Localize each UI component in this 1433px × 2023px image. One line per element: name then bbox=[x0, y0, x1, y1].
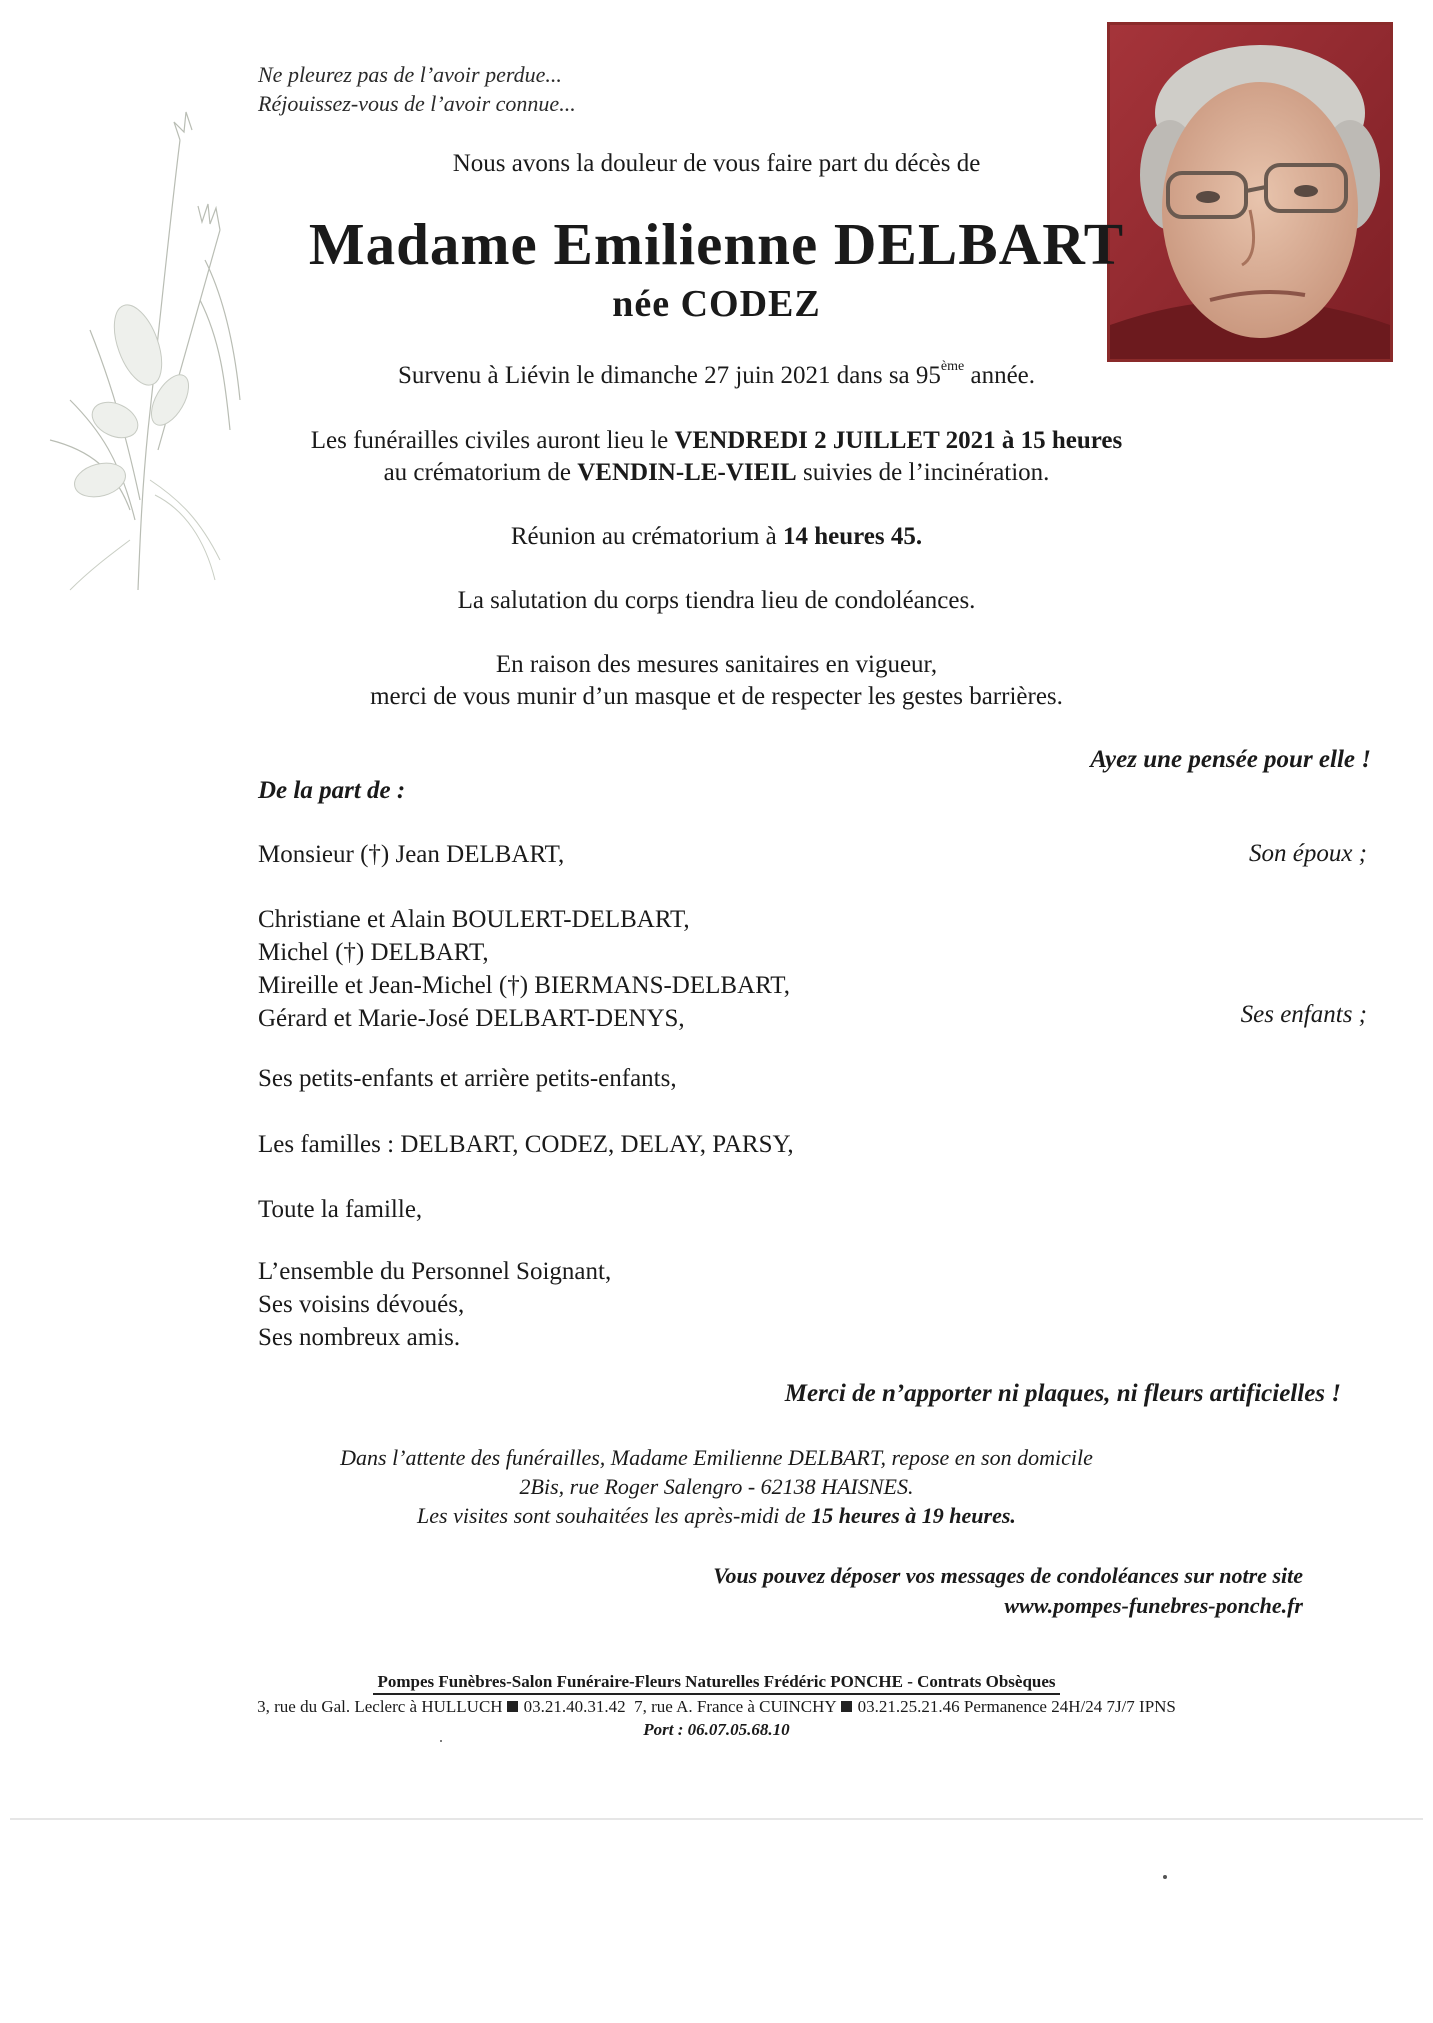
condolences-info bbox=[713, 1561, 1303, 1621]
death-date-end: année. bbox=[964, 362, 1036, 389]
visitation-text: Les visites sont souhaitées les après-midi de bbox=[417, 1503, 812, 1528]
funeral-text: au crématorium de bbox=[383, 459, 578, 486]
funeral-date: VENDREDI 2 JUILLET 2021 à 15 heures bbox=[674, 427, 1123, 454]
crematorium-place: VENDIN-LE-VIEIL bbox=[577, 459, 797, 486]
reunion-line bbox=[0, 521, 1433, 553]
measures-line: merci de vous munir d’un masque et de respecter les gestes barrières. bbox=[370, 683, 1063, 710]
page-bottom-divider bbox=[10, 1818, 1423, 1820]
scan-speck bbox=[1163, 1875, 1167, 1879]
funeral-text: suivies de l’incinération. bbox=[796, 459, 1050, 486]
other-line: L’ensemble du Personnel Soignant, bbox=[258, 1258, 612, 1285]
child-line: Christiane et Alain BOULERT-DELBART, bbox=[258, 906, 690, 933]
visitation-line: Dans l’attente des funérailles, Madame Emilienne DELBART, repose en son domicile bbox=[340, 1445, 1093, 1470]
permanence-text: Permanence 24H/24 7J/7 IPNS bbox=[963, 1697, 1176, 1716]
mobile-phone: Port : 06.07.05.68.10 bbox=[643, 1720, 790, 1739]
phone-icon bbox=[841, 1701, 852, 1712]
death-date-text: Survenu à Liévin le dimanche 27 juin 2021 dans sa 95 bbox=[397, 362, 941, 389]
quote bbox=[258, 60, 576, 118]
reunion-text: Réunion au crématorium à bbox=[510, 523, 783, 550]
pensee-line: Ayez une pensée pour elle ! bbox=[1090, 746, 1371, 773]
other-line: Ses voisins dévoués, bbox=[258, 1291, 465, 1318]
visitation-hours bbox=[0, 1501, 1433, 1530]
maiden-name: née CODEZ bbox=[612, 283, 821, 325]
other-line: Ses nombreux amis. bbox=[258, 1324, 461, 1351]
funeral-line bbox=[0, 425, 1433, 457]
funeral-text: Les funérailles civiles auront lieu le bbox=[310, 427, 675, 454]
condolences-line: Vous pouvez déposer vos messages de condoléances sur notre site bbox=[713, 1563, 1303, 1588]
phone-icon bbox=[507, 1701, 518, 1712]
address-cuinchy: 7, rue A. France à CUINCHY bbox=[634, 1697, 837, 1716]
announcement-line: Nous avons la douleur de vous faire part du décès de bbox=[452, 150, 981, 177]
visitation-address: 2Bis, rue Roger Salengro - 62138 HAISNES. bbox=[519, 1474, 914, 1499]
phone-cuinchy: 03.21.25.21.46 bbox=[857, 1697, 960, 1716]
quote-line: Réjouissez-vous de l’avoir connue... bbox=[258, 91, 576, 116]
address-hulluch: 3, rue du Gal. Leclerc à HULLUCH bbox=[257, 1697, 503, 1716]
visitation-time: 15 heures à 19 heures. bbox=[811, 1503, 1016, 1528]
ordinal-suffix: ème bbox=[940, 359, 965, 374]
phone-hulluch: 03.21.40.31.42 bbox=[523, 1697, 626, 1716]
spouse-line: Monsieur (†) Jean DELBART, bbox=[258, 841, 565, 868]
de-la-part-heading: De la part de : bbox=[258, 777, 406, 804]
salutation-line: La salutation du corps tiendra lieu de condoléances. bbox=[457, 587, 976, 614]
families-line: Les familles : DELBART, CODEZ, DELAY, PARSY, bbox=[258, 1131, 794, 1158]
child-line: Gérard et Marie-José DELBART-DENYS, bbox=[258, 1005, 685, 1032]
funeral-home-name: Pompes Funèbres-Salon Funéraire-Fleurs Naturelles Frédéric PONCHE - Contrats Obsèques bbox=[373, 1670, 1059, 1695]
spouse-relation: Son époux ; bbox=[1248, 840, 1367, 867]
deceased-name: Madame Emilienne DELBART bbox=[308, 211, 1125, 277]
children-list bbox=[258, 903, 790, 1035]
grandchildren-line: Ses petits-enfants et arrière petits-enfants, bbox=[258, 1065, 677, 1092]
scan-speck bbox=[440, 1740, 442, 1742]
reunion-time: 14 heures 45. bbox=[783, 523, 923, 550]
child-line: Michel (†) DELBART, bbox=[258, 939, 489, 966]
funeral-line bbox=[0, 457, 1433, 489]
children-relation: Ses enfants ; bbox=[1240, 1001, 1367, 1028]
sanitary-measures bbox=[0, 649, 1433, 713]
others-list bbox=[258, 1255, 611, 1354]
death-date-line bbox=[0, 359, 1433, 390]
funeral-home-footer bbox=[0, 1670, 1433, 1741]
quote-line: Ne pleurez pas de l’avoir perdue... bbox=[258, 62, 562, 87]
whole-family-line: Toute la famille, bbox=[258, 1196, 423, 1223]
condolences-website: www.pompes-funebres-ponche.fr bbox=[1004, 1593, 1303, 1618]
measures-line: En raison des mesures sanitaires en vigueur, bbox=[495, 651, 938, 678]
funeral-details bbox=[0, 425, 1433, 489]
visitation-info bbox=[0, 1443, 1433, 1530]
child-line: Mireille et Jean-Michel (†) BIERMANS-DELBART, bbox=[258, 972, 790, 999]
no-flowers-note: Merci de n’apporter ni plaques, ni fleurs artificielles ! bbox=[784, 1380, 1341, 1407]
funeral-home-addresses bbox=[0, 1695, 1433, 1718]
